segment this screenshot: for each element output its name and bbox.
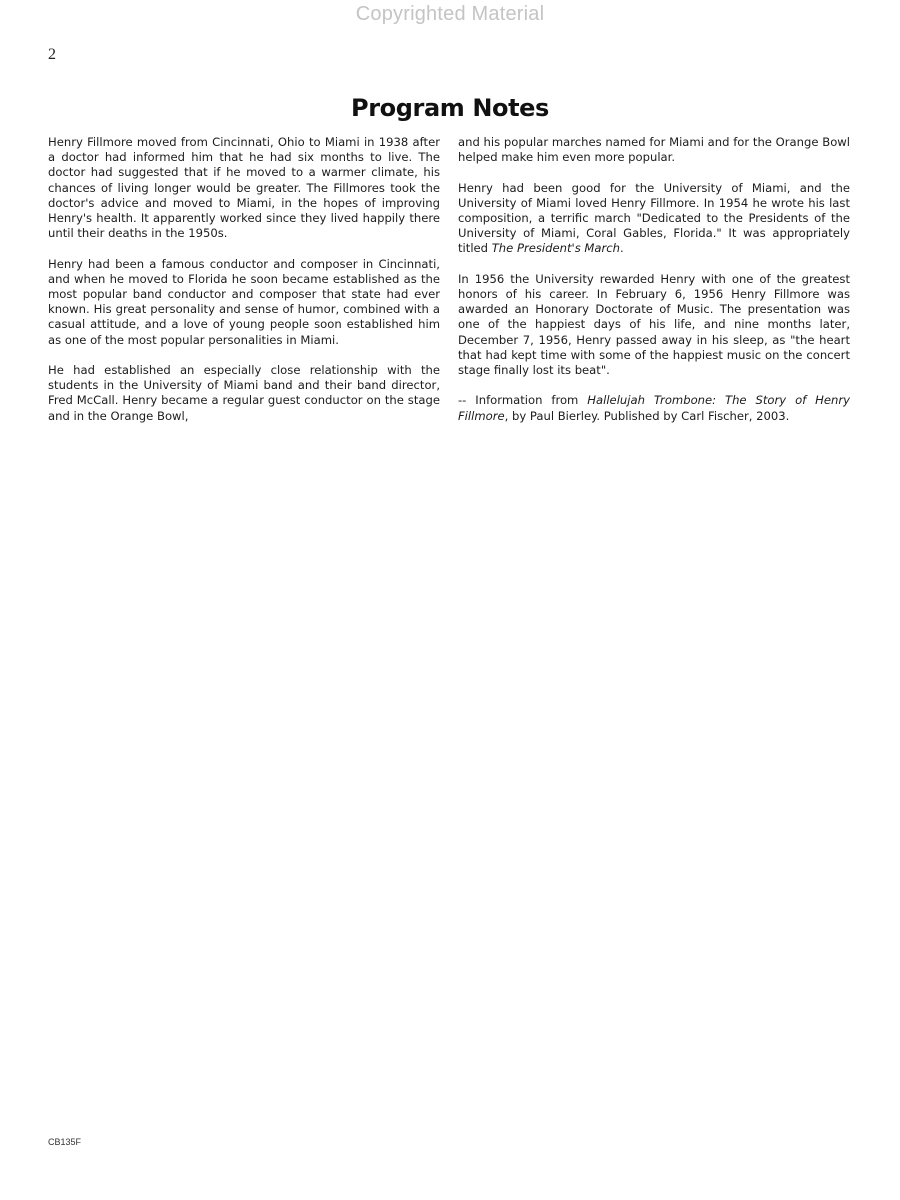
page-title: Program Notes	[351, 94, 549, 122]
paragraph-university-band: He had established an especially close relationship with the students in the University of Miami band and their band director, Fred McCall. Henry became a regular guest conductor on the stage and in the Orange Bowl,	[48, 363, 440, 423]
left-column	[48, 135, 440, 439]
paragraph-orange-bowl-marches: and his popular marches named for Miami and for the Orange Bowl helped make him even more popular.	[458, 135, 850, 165]
right-column	[458, 135, 850, 439]
march-title: The President's March	[491, 241, 621, 256]
citation-suffix: , by Paul Bierley. Published by Carl Fischer, 2003.	[504, 408, 790, 423]
last-composition-text: Henry had been good for the University of Miami, and the University of Miami loved Henry Fillmore. In 1954 he wrote his last composition, a terrific march "Dedicated to the Presidents of the University of Miami, Coral Gables, Florida." It was appropriately titled	[458, 180, 850, 256]
paragraph-honorary-doctorate: In 1956 the University rewarded Henry with one of the greatest honors of his career. In February 6, 1956 Henry Fillmore was awarded an Honorary Doctorate of Music. The presentation was one of the happiest days of his life, and nine months later, December 7, 1956, Henry passed away in his sleep, as "the heart that had kept time with some of the happiest music on the concert stage finally lost its beat".	[458, 271, 850, 378]
citation-book-title: Hallelujah Trombone: The Story of Henry Fillmore	[458, 393, 851, 423]
paragraph-move-to-miami: Henry Fillmore moved from Cincinnati, Ohio to Miami in 1938 after a doctor had informed him that he had six months to live. The doctor had suggested that if he moved to a warmer climate, his chances of living longer would be greater. The Fillmores took the doctor's advice and moved to Miami, in the hopes of improving Henry's health. It apparently worked since they lived happily there until their deaths in the 1950s.	[48, 135, 440, 241]
last-composition-end: .	[620, 241, 624, 256]
source-citation	[458, 393, 850, 423]
page-number: 2	[48, 46, 56, 63]
catalog-code: CB135F	[48, 1137, 82, 1147]
paragraph-last-composition	[458, 181, 850, 257]
paragraph-famous-conductor: Henry had been a famous conductor and composer in Cincinnati, and when he moved to Florida he soon became established as the most popular band conductor and composer that state had ever known. His great personality and sense of humor, combined with a casual attitude, and a love of young people soon established him as one of the most popular personalities in Miami.	[48, 256, 440, 347]
copyright-watermark: Copyrighted Material	[355, 3, 545, 25]
citation-prefix: -- Information from	[458, 393, 588, 408]
